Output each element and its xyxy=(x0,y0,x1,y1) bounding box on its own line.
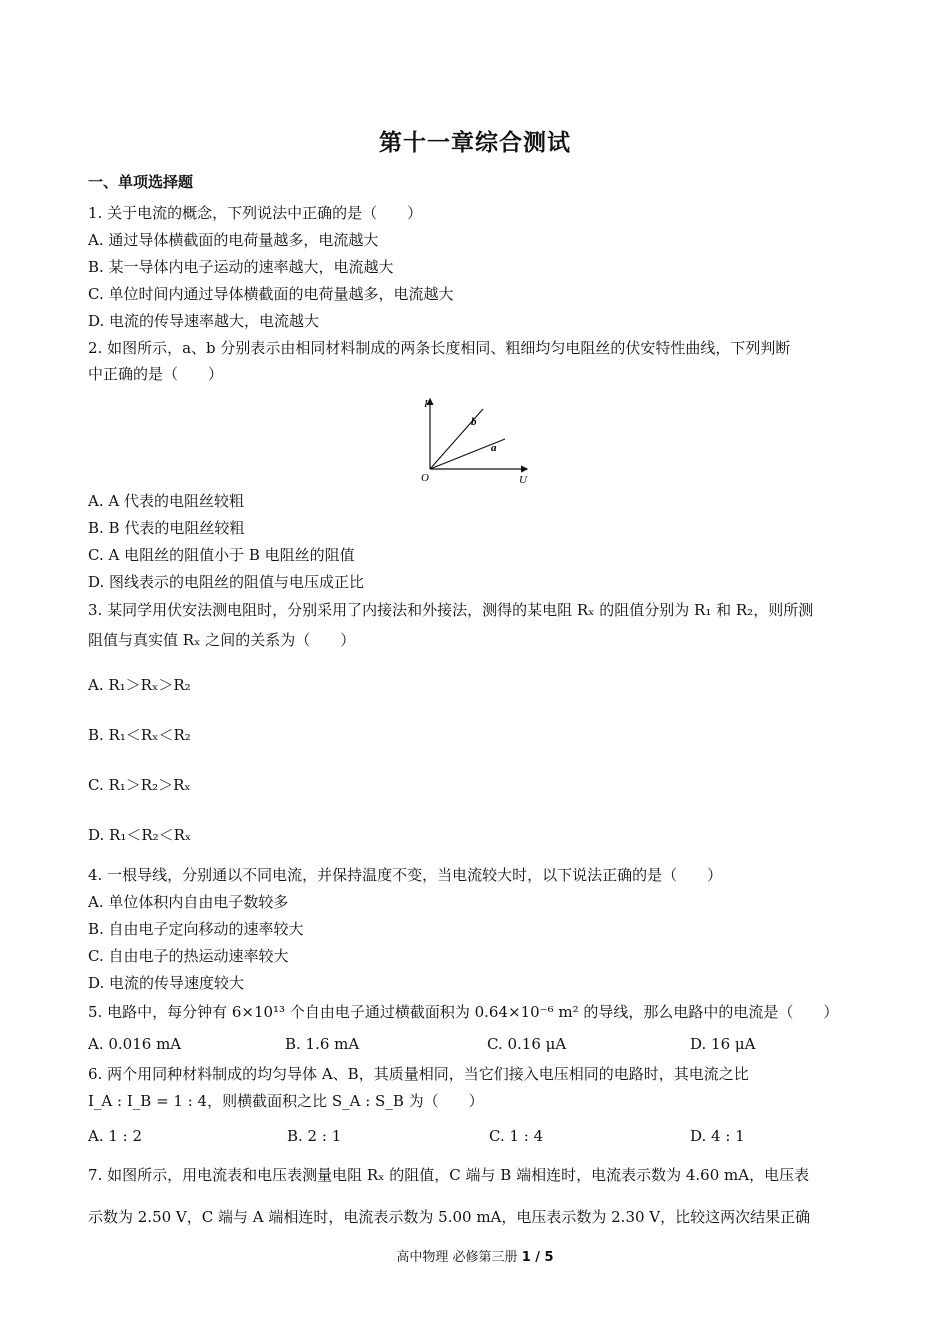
q3-option-b: B. R₁＜Rₓ＜R₂ xyxy=(88,726,191,744)
y-axis-label: I xyxy=(424,398,428,410)
line-b-label: b xyxy=(471,416,477,428)
q1-option-c: C. 单位时间内通过导体横截面的电荷量越多，电流越大 xyxy=(88,285,454,303)
q5-option-b: B. 1.6 mA xyxy=(285,1035,360,1053)
q2-option-c: C. A 电阻丝的阻值小于 B 电阻丝的阻值 xyxy=(88,546,355,564)
q1-stem: 1. 关于电流的概念，下列说法中正确的是（ ） xyxy=(88,204,423,222)
q5-stem: 5. 电路中，每分钟有 6×10¹³ 个自由电子通过横截面积为 0.64×10⁻⁶ m² 的导线，那么电路中的电流是（ ） xyxy=(88,1003,839,1021)
q4-option-c: C. 自由电子的热运动速率较大 xyxy=(88,947,289,965)
q4-option-a: A. 单位体积内自由电子数较多 xyxy=(88,893,289,911)
q7-stem-line1: 7. 如图所示，用电流表和电压表测量电阻 Rₓ 的阻值，C 端与 B 端相连时，电流表示数为 4.60 mA，电压表 xyxy=(88,1166,810,1184)
q2-option-d: D. 图线表示的电阻丝的阻值与电压成正比 xyxy=(88,573,365,591)
line-a-label: a xyxy=(491,442,497,454)
q1-option-a: A. 通过导体横截面的电荷量越多，电流越大 xyxy=(88,231,379,249)
origin-label: O xyxy=(421,472,429,484)
q4-option-d: D. 电流的传导速度较大 xyxy=(88,974,245,992)
q3-option-c: C. R₁＞R₂＞Rₓ xyxy=(88,776,191,794)
iu-characteristic-figure xyxy=(415,393,535,485)
q6-option-b: B. 2 : 1 xyxy=(287,1127,342,1145)
q4-stem: 4. 一根导线，分别通以不同电流，并保持温度不变，当电流较大时，以下说法正确的是（ ） xyxy=(88,866,723,884)
q6-stem-line1: 6. 两个用同种材料制成的均匀导体 A、B，其质量相同，当它们接入电压相同的电路时，其电流之比 xyxy=(88,1065,749,1083)
q3-stem-line2: 阻值与真实值 Rₓ 之间的关系为（ ） xyxy=(88,631,356,649)
q7-stem-line2: 示数为 2.50 V，C 端与 A 端相连时，电流表示数为 5.00 mA，电压表示数为 2.30 V，比较这两次结果正确 xyxy=(88,1208,811,1226)
q2-stem-line1: 2. 如图所示，a、b 分别表示由相同材料制成的两条长度相同、粗细均匀电阻丝的伏安特性曲线，下列判断 xyxy=(88,339,791,357)
q4-option-b: B. 自由电子定向移动的速率较大 xyxy=(88,920,304,938)
section-heading: 一、单项选择题 xyxy=(88,173,194,191)
q5-option-c: C. 0.16 μA xyxy=(487,1035,567,1053)
q6-stem-line2: I_A : I_B = 1 : 4，则横截面积之比 S_A : S_B 为（ ） xyxy=(88,1092,484,1110)
q5-option-d: D. 16 μA xyxy=(690,1035,756,1053)
page-footer xyxy=(0,1246,950,1265)
page-number: 1 / 5 xyxy=(521,1250,554,1265)
q2-option-a: A. A 代表的电阻丝较粗 xyxy=(88,492,244,510)
q3-option-d: D. R₁＜R₂＜Rₓ xyxy=(88,826,192,844)
page-title: 第十一章综合测试 xyxy=(379,129,571,156)
q3-option-a: A. R₁＞Rₓ＞R₂ xyxy=(88,676,191,694)
q1-option-d: D. 电流的传导速率越大，电流越大 xyxy=(88,312,320,330)
q6-option-a: A. 1 : 2 xyxy=(88,1127,143,1145)
q6-option-c: C. 1 : 4 xyxy=(489,1127,544,1145)
q1-option-b: B. 某一导体内电子运动的速率越大，电流越大 xyxy=(88,258,394,276)
q3-stem-line1: 3. 某同学用伏安法测电阻时，分别采用了内接法和外接法，测得的某电阻 Rₓ 的阻值分别为 R₁ 和 R₂，则所测 xyxy=(88,601,814,619)
q2-option-b: B. B 代表的电阻丝较粗 xyxy=(88,519,245,537)
q2-stem-line2: 中正确的是（ ） xyxy=(88,365,224,383)
q5-option-a: A. 0.016 mA xyxy=(88,1035,182,1053)
x-axis-label: U xyxy=(519,474,527,485)
q6-option-d: D. 4 : 1 xyxy=(690,1127,745,1145)
footer-text: 高中物理 必修第三册 xyxy=(396,1250,518,1265)
